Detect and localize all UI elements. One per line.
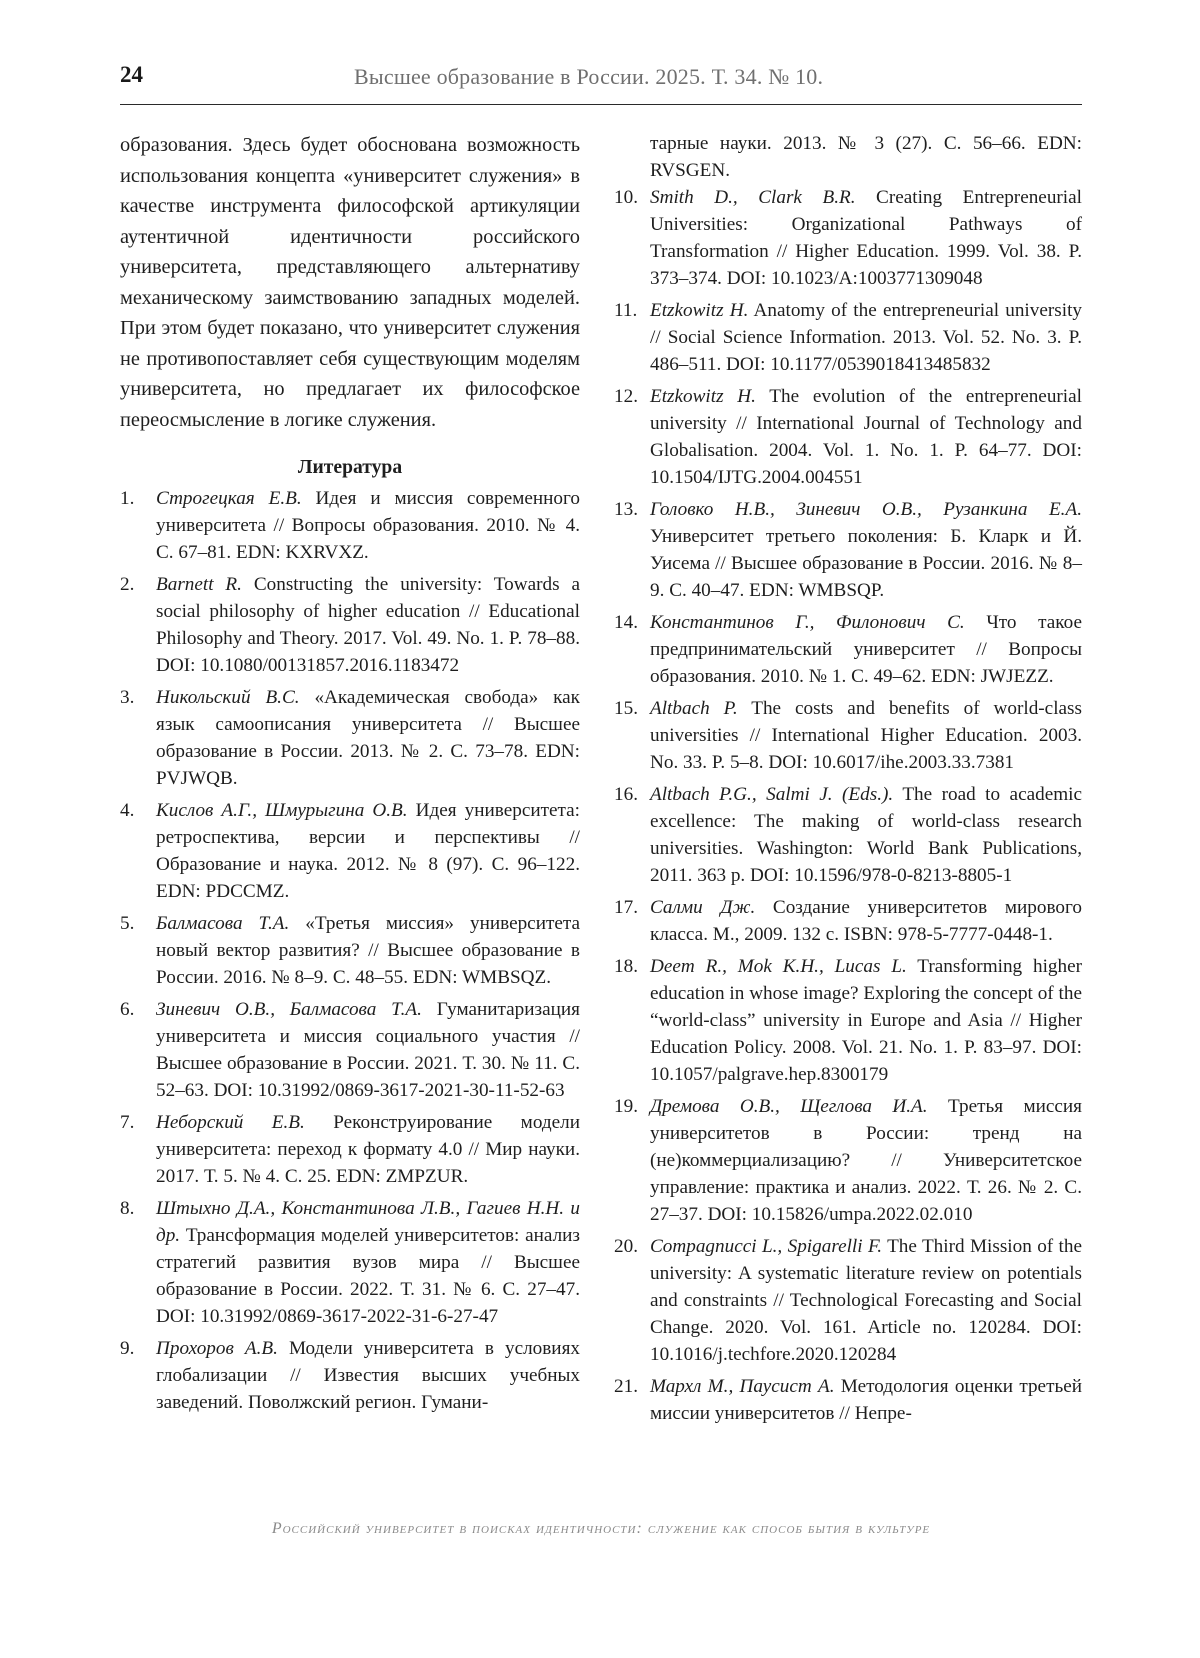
reference-text: Идея университета: ретроспектива, версии и перспективы // Образование и наука. 2012. № 8 (97). С. 96–122. EDN: PDCCMZ. (156, 800, 580, 902)
reference-text: The road to academic excellence: The making of world-class research universities. Washington: World Bank Publications, 2011. 363 p. DOI: 10.1596/978-0-8213-8805-1 (650, 784, 1082, 886)
reference-list-left (120, 485, 580, 1416)
reference-authors: Строгецкая Е.В. (156, 488, 302, 509)
reference-number: 8. (120, 1198, 135, 1219)
reference-item (614, 1233, 1082, 1368)
left-column (120, 130, 580, 1421)
reference-authors: Головко Н.В., Зиневич О.В., Рузанкина Е.А. (650, 499, 1082, 520)
reference-authors: Никольский В.С. (156, 687, 300, 708)
reference-item (120, 684, 580, 792)
reference-number: 18. (614, 956, 638, 977)
reference-text: Creating Entrepreneurial Universities: Organizational Pathways of Transformation // Higher Education. 1999. Vol. 38. P. 373–374. DOI: 10.1023/A:1003771309048 (650, 187, 1082, 289)
reference-item (120, 910, 580, 991)
page-header (120, 62, 1082, 102)
body-paragraph: образования. Здесь будет обоснована возможность использования концепта «университет служения» в качестве инструмента философской артикуляции аутентичной идентичности российского университета, представляющего альтернативу механическому заимствованию западных моделей. При этом будет показано, что университет служения не противопоставляет себя существующим моделям университета, но предлагает их философское переосмысление в логике служения. (120, 134, 580, 431)
reference-authors: Мархл М., Паусист А. (650, 1376, 835, 1397)
reference-item (614, 383, 1082, 491)
reference-authors: Etzkowitz H. (650, 300, 749, 321)
reference-9-continuation: тарные науки. 2013. № 3 (27). С. 56–66. EDN: RVSGEN. (650, 133, 1082, 181)
reference-authors: Barnett R. (156, 574, 242, 595)
page-number: 24 (120, 62, 143, 87)
reference-authors: Неборский Е.В. (156, 1112, 305, 1133)
reference-number: 1. (120, 488, 135, 509)
reference-authors: Прохоров А.В. (156, 1338, 278, 1359)
reference-text: «Третья миссия» университета новый вектор развития? // Высшее образование в России. 2016. № 8–9. С. 48–55. EDN: WMBSQZ. (156, 913, 580, 988)
reference-item (614, 496, 1082, 604)
reference-authors: Зиневич О.В., Балмасова Т.А. (156, 999, 422, 1020)
reference-number: 14. (614, 612, 638, 633)
reference-item (614, 609, 1082, 690)
reference-list-right (614, 184, 1082, 1427)
reference-number: 4. (120, 800, 135, 821)
reference-text: The Third Mission of the university: A systematic literature review on potentials and constraints // Technological Forecasting and Social Change. 2020. Vol. 161. Article no. 120284. DOI: 10.1016/j.techfore.2020.120284 (650, 1236, 1082, 1365)
reference-number: 9. (120, 1338, 135, 1359)
reference-authors: Салми Дж. (650, 897, 756, 918)
reference-authors: Deem R., Mok K.H., Lucas L. (650, 956, 907, 977)
reference-item (120, 1335, 580, 1416)
reference-text: The costs and benefits of world-class universities // International Higher Education. 2003. No. 33. P. 5–8. DOI: 10.6017/ihe.2003.33.7381 (650, 698, 1082, 773)
reference-text: Что такое предпринимательский университет // Вопросы образования. 2010. № 1. С. 49–62. EDN: JWJEZZ. (650, 612, 1082, 687)
reference-item (614, 894, 1082, 948)
reference-number: 16. (614, 784, 638, 805)
references-heading: Литература (297, 457, 403, 478)
reference-item (614, 297, 1082, 378)
reference-item (120, 1109, 580, 1190)
reference-number: 5. (120, 913, 135, 934)
reference-number: 3. (120, 687, 135, 708)
reference-item (120, 996, 580, 1104)
reference-text: The evolution of the entrepreneurial university // International Journal of Technology and Globalisation. 2004. Vol. 1. No. 1. P. 64–77. DOI: 10.1504/IJTG.2004.004551 (650, 386, 1082, 488)
reference-number: 13. (614, 499, 638, 520)
reference-text: Модели университета в условиях глобализации // Известия высших учебных заведений. Поволжский регион. Гумани- (156, 1338, 580, 1413)
reference-authors: Дремова О.В., Щеглова И.А. (650, 1096, 928, 1117)
reference-text: Transforming higher education in whose image? Exploring the concept of the “world-class” university in Europe and Asia // Higher Education Policy. 2008. Vol. 21. No. 1. P. 83–97. DOI: 10.1057/palgrave.hep.8300179 (650, 956, 1083, 1085)
reference-text: Constructing the university: Towards a social philosophy of higher education // Educational Philosophy and Theory. 2017. Vol. 49. No. 1. P. 78–88. DOI: 10.1080/00131857.2016.1183472 (156, 574, 580, 676)
reference-number: 20. (614, 1236, 638, 1257)
reference-number: 17. (614, 897, 638, 918)
reference-number: 2. (120, 574, 135, 595)
reference-item (120, 797, 580, 905)
reference-number: 21. (614, 1376, 638, 1397)
reference-item (614, 1373, 1082, 1427)
reference-item (614, 184, 1082, 292)
reference-number: 19. (614, 1096, 638, 1117)
reference-text: Университет третьего поколения: Б. Кларк и Й. Уисема // Высшее образование в России. 2016. № 8–9. С. 40–47. EDN: WMBSQP. (650, 526, 1082, 601)
reference-authors: Балмасова Т.А. (156, 913, 290, 934)
reference-number: 7. (120, 1112, 135, 1133)
reference-authors: Etzkowitz H. (650, 386, 756, 407)
reference-number: 6. (120, 999, 135, 1020)
reference-authors: Smith D., Clark B.R. (650, 187, 856, 208)
journal-title: Высшее образование в России. 2025. Т. 34. № 10. (354, 64, 824, 89)
right-column (614, 130, 1082, 1432)
reference-text: Третья миссия университетов в России: тренд на (не)коммерциализацию? // Университетское управление: практика и анализ. 2022. Т. 26. № 2. С. 27–37. DOI: 10.15826/umpa.2022.02.010 (650, 1096, 1082, 1225)
reference-item (120, 485, 580, 566)
reference-text: Методология оценки третьей миссии университетов // Непре- (650, 1376, 1082, 1424)
reference-text: Создание университетов мирового класса. М., 2009. 132 с. ISBN: 978-5-7777-0448-1. (650, 897, 1082, 945)
reference-authors: Штыхно Д.А., Константинова Л.В., Гагиев Н.Н. и др. (156, 1198, 580, 1246)
reference-authors: Altbach P. (650, 698, 738, 719)
reference-authors: Кислов А.Г., Шмурыгина О.В. (156, 800, 408, 821)
reference-item (614, 953, 1082, 1088)
reference-number: 12. (614, 386, 638, 407)
reference-number: 15. (614, 698, 638, 719)
reference-item (614, 781, 1082, 889)
running-title-footer: Российский университет в поисках идентичности: служение как способ бытия в культуре (271, 1520, 931, 1537)
reference-text: Идея и миссия современного университета // Вопросы образования. 2010. № 4. С. 67–81. EDN: KXRVXZ. (156, 488, 580, 563)
reference-authors: Altbach P.G., Salmi J. (Eds.). (650, 784, 894, 805)
reference-authors: Compagnucci L., Spigarelli F. (650, 1236, 883, 1257)
reference-number: 10. (614, 187, 638, 208)
reference-number: 11. (614, 300, 638, 321)
reference-authors: Константинов Г., Филонович С. (650, 612, 965, 633)
reference-text: Anatomy of the entrepreneurial university // Social Science Information. 2013. Vol. 52. No. 3. P. 486–511. DOI: 10.1177/0539018413485832 (650, 300, 1082, 375)
reference-text: «Академическая свобода» как язык самоописания университета // Высшее образование в России. 2013. № 2. С. 73–78. EDN: PVJWQB. (156, 687, 580, 789)
reference-item (120, 1195, 580, 1330)
reference-item (614, 1093, 1082, 1228)
reference-item (120, 571, 580, 679)
reference-text: Реконструирование модели университета: переход к формату 4.0 // Мир науки. 2017. Т. 5. № 4. С. 25. EDN: ZMPZUR. (156, 1112, 580, 1187)
reference-text: Гуманитаризация университета и миссия социального участия // Высшее образование в России. 2021. Т. 30. № 11. С. 52–63. DOI: 10.31992/0869-3617-2021-30-11-52-63 (156, 999, 580, 1101)
reference-text: Трансформация моделей университетов: анализ стратегий развития вузов мира // Высшее образование в России. 2022. Т. 31. № 6. С. 27–47. DOI: 10.31992/0869-3617-2022-31-6-27-47 (156, 1225, 580, 1327)
reference-item (614, 695, 1082, 776)
header-divider (120, 104, 1082, 105)
